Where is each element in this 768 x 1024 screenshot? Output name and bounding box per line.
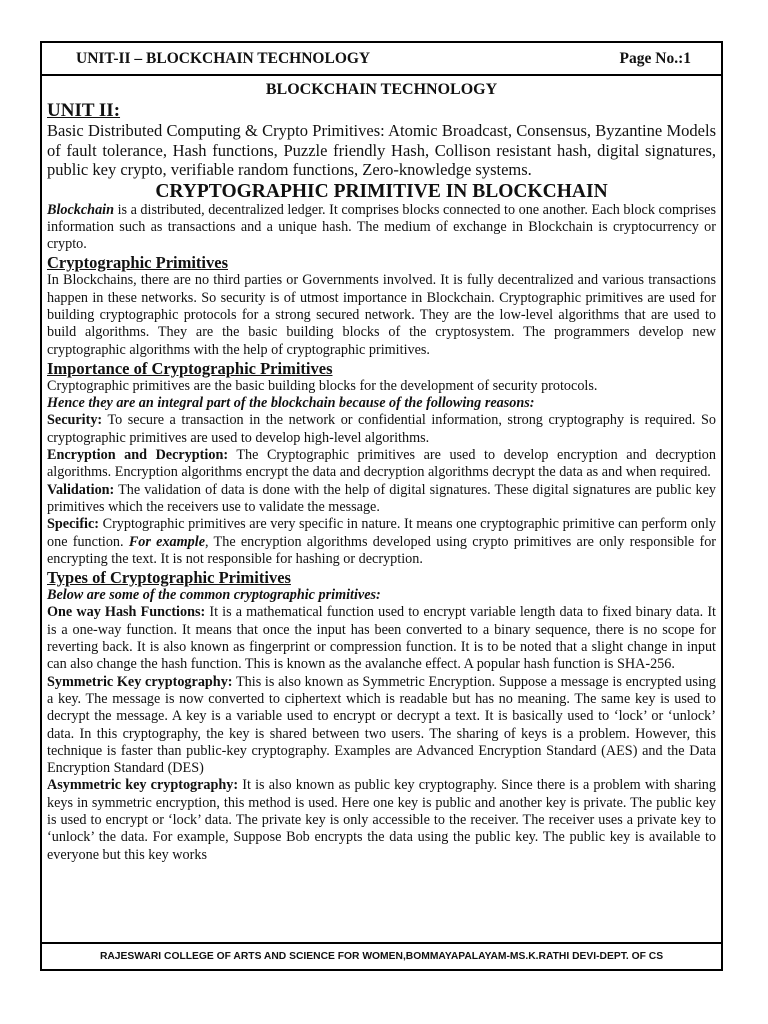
- unit-description: Basic Distributed Computing & Crypto Primitives: Atomic Broadcast, Consensus, Byzantine Models of fault tolerance, Hash functions, Puzzle friendly Hash, Collison resistant hash, digital signatures, public key crypto, verifiable random functions, Zero-knowledge systems.: [47, 121, 716, 179]
- reason-validation: [47, 482, 716, 517]
- importance-lead: Hence they are an integral part of the blockchain because of the following reasons:: [47, 395, 535, 412]
- section-heading-primitives: Cryptographic Primitives: [47, 253, 229, 273]
- page-footer: [42, 942, 721, 969]
- reason-encryption: [47, 447, 716, 482]
- primitives-paragraph: In Blockchains, there are no third parties or Governments involved. It is fully decentralized and various transactions happen in these networks. So security is of utmost importance in Blockchain. Cryptographic primitives are used for building cryptographic protocols for a strong secured network. They are the low-level algorithms that are used to build algorithms. They are the basic building blocks of the cryptosystem. The programmers develop new cryptographic algorithms with the help of cryptographic primitives.: [47, 272, 716, 358]
- reason-specific-example: For example: [128, 533, 206, 550]
- unit-heading: UNIT II:: [47, 100, 121, 121]
- document-page: [40, 41, 723, 971]
- reason-encryption-text: The Cryptographic primitives are used to develop encryption and decryption algorithms. Encryption algorithms encrypt the data and decryption algorithms decrypt the data as and when required.: [47, 447, 716, 481]
- type-symmetric: [47, 674, 716, 778]
- reason-specific-label: Specific:: [47, 516, 100, 533]
- type-hash: [47, 604, 716, 673]
- section-heading-types: Types of Cryptographic Primitives: [47, 568, 291, 588]
- reason-specific: [47, 516, 716, 568]
- intro-paragraph: [47, 202, 716, 254]
- footer-text: RAJESWARI COLLEGE OF ARTS AND SCIENCE FOR WOMEN,BOMMAYAPALAYAM-MS.K.RATHI DEVI-DEPT. OF CS: [99, 951, 664, 962]
- intro-text: is a distributed, decentralized ledger. It comprises blocks connected to one another. Each block comprises information such as transactions and a unique hash. The medium of exchange in Blockchain is cryptocurrency or crypto.: [47, 201, 716, 253]
- document-title: BLOCKCHAIN TECHNOLOGY: [265, 81, 498, 98]
- reason-specific-text-a: Cryptographic primitives are very specific in nature. It means one cryptographic primitive can perform only one function.: [47, 516, 716, 550]
- importance-paragraph: Cryptographic primitives are the basic building blocks for the development of security protocols.: [47, 377, 598, 394]
- type-hash-label: One way Hash Functions:: [47, 604, 206, 621]
- reason-validation-text: The validation of data is done with the help of digital signatures. These digital signatures are public key primitives which the receivers use to validate the message.: [47, 481, 716, 515]
- type-asymmetric-text: It is also known as public key cryptography. Since there is a problem with sharing keys in symmetric encryption, this method is used. Here one key is public and another key is private. The public key is used to encrypt or ‘lock’ data. The private key is only accessible to the receiver. The receiver uses a private key to ‘unlock’ the data. For example, Suppose Bob encrypts the data using the public key. The public key is available to everyone but this key works: [47, 777, 716, 863]
- header-unit-title: UNIT-II – BLOCKCHAIN TECHNOLOGY: [76, 49, 371, 67]
- header-page-number: Page No.:1: [619, 49, 691, 67]
- intro-term: Blockchain: [47, 201, 115, 218]
- reason-security-label: Security:: [47, 412, 103, 429]
- main-heading: CRYPTOGRAPHIC PRIMITIVE IN BLOCKCHAIN: [155, 180, 608, 202]
- reason-security: [47, 412, 716, 447]
- reason-security-text: To secure a transaction in the network or confidential information, strong cryptography is required. So cryptographic primitives are used to develop high-level algorithms.: [47, 412, 716, 446]
- type-hash-text: It is a mathematical function used to encrypt variable length data to fixed binary data. It is a one-way function. It means that once the input has been converted to a binary sequence, there is no scope for reverting back. It is also known as fingerprint or compression function. It is to be noted that a slight change in input can also change the hash function. This is known as the avalanche effect. A popular hash function is SHA-256.: [47, 604, 716, 673]
- reason-specific-text-b: , The encryption algorithms developed using crypto primitives are only responsible for encrypting the text. It is not responsible for hashing or decryption.: [47, 533, 717, 567]
- reason-validation-label: Validation:: [47, 481, 115, 498]
- reason-encryption-label: Encryption and Decryption:: [47, 447, 229, 464]
- page-content: [42, 76, 721, 864]
- page-header: [42, 43, 721, 76]
- type-asymmetric: [47, 777, 716, 863]
- types-lead: Below are some of the common cryptographic primitives:: [47, 587, 381, 604]
- section-heading-importance: Importance of Cryptographic Primitives: [47, 358, 333, 378]
- type-symmetric-text: This is also known as Symmetric Encryption. Suppose a message is encrypted using a key. The message is now converted to ciphertext which is readable but has no meaning. The same key is used to decrypt the message. A key is a variable used to encrypt or decrypt a text. It is basically used to ‘lock’ or ‘unlock’ data. In this cryptography, the key is shared between two users. The sharing of keys is a problem. However, this technique is faster than public-key cryptography. Examples are Advanced Encryption Standard (AES) and the Data Encryption Standard (DES): [47, 673, 716, 777]
- type-symmetric-label: Symmetric Key cryptography:: [47, 673, 233, 690]
- type-asymmetric-label: Asymmetric key cryptography:: [47, 777, 239, 794]
